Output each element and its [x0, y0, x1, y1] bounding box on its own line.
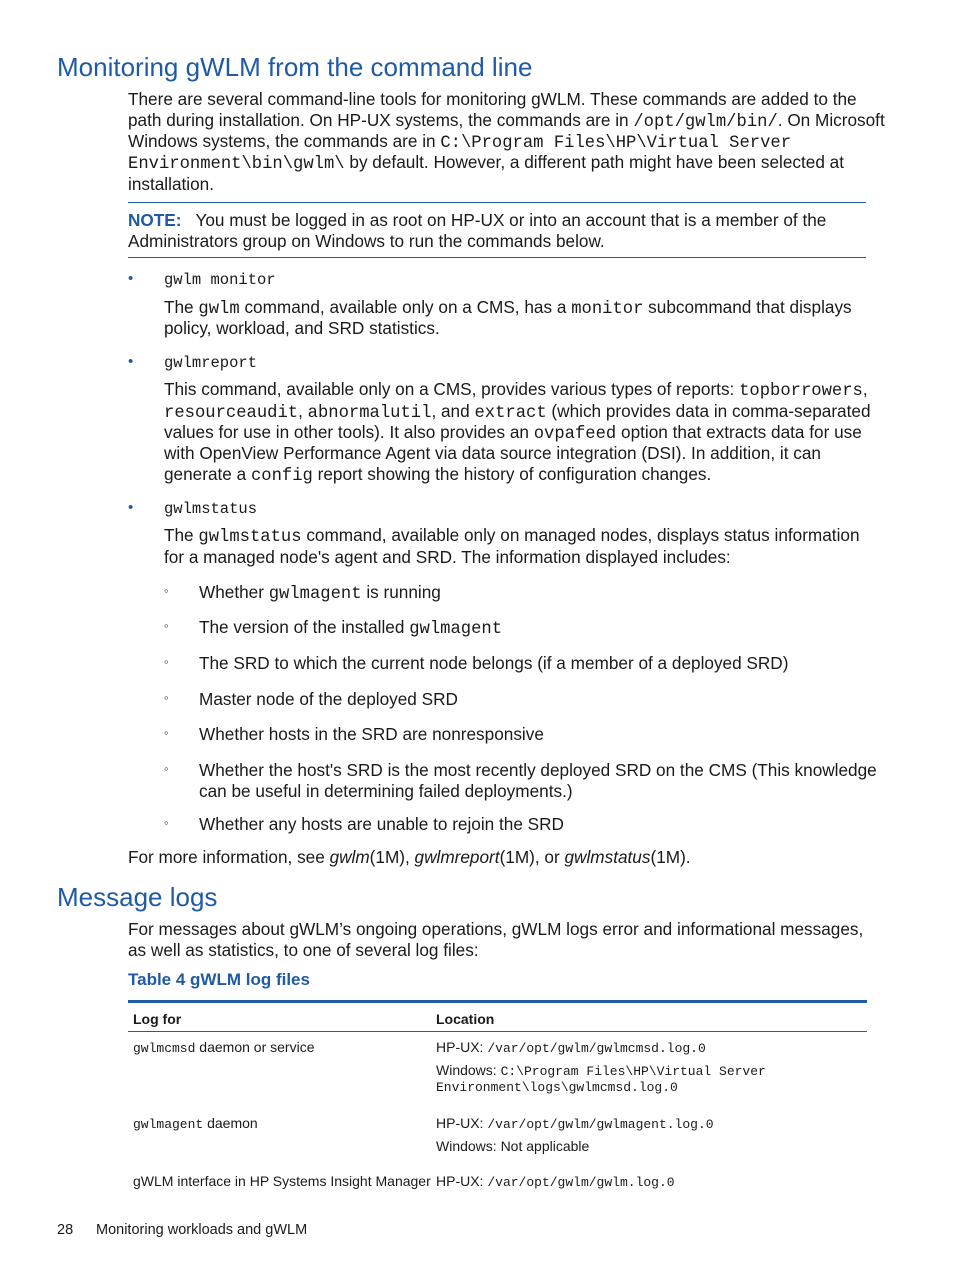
note-line-1: NOTE: You must be logged in as root on HP-UX or into an account that is a member of the — [128, 210, 827, 230]
item-gwlmstatus-desc-2: for a managed node's agent and SRD. The information displayed includes: — [164, 547, 731, 567]
item-gwlm-monitor-code: gwlm monitor — [164, 271, 276, 289]
item-gwlm-monitor-desc-2: policy, workload, and SRD statistics. — [164, 318, 440, 338]
item-gwlm-monitor-desc-1: The gwlm command, available only on a CMS, has a monitor subcommand that displays — [164, 297, 852, 319]
item-gwlmstatus-code: gwlmstatus — [164, 500, 258, 518]
table-row-3-log-for: gWLM interface in HP Systems Insight Manager — [133, 1173, 431, 1189]
table-row-1-hpux: HP-UX: /var/opt/gwlm/gwlmcmsd.log.0 — [436, 1039, 706, 1056]
table-row-1-windows: Windows: C:\Program Files\HP\Virtual Server — [436, 1062, 766, 1079]
note-line-2: Administrators group on Windows to run the commands below. — [128, 231, 605, 251]
sub-bullet-icon: ◦ — [164, 761, 169, 776]
table-header-row — [128, 1003, 867, 1032]
bullet-icon: • — [128, 353, 134, 370]
intro-line-2: path during installation. On HP-UX systems, the commands are in /opt/gwlm/bin/. On Microsoft — [128, 110, 885, 132]
table-row-2-hpux: HP-UX: /var/opt/gwlm/gwlmagent.log.0 — [436, 1115, 714, 1132]
item-gwlmreport-desc-3: values for use in other tools). It also provides an ovpafeed option that extracts data for use — [164, 422, 862, 444]
table-row-2-log-for: gwlmagent daemon — [133, 1115, 258, 1132]
status-item-srd-membership: The SRD to which the current node belongs (if a member of a deployed SRD) — [199, 653, 789, 673]
message-logs-intro-1: For messages about gWLM’s ongoing operations, gWLM logs error and informational messages, — [128, 919, 864, 939]
status-item-version: The version of the installed gwlmagent — [199, 617, 503, 639]
intro-line-5: installation. — [128, 174, 214, 194]
sub-bullet-icon: ◦ — [164, 815, 169, 830]
sub-bullet-icon: ◦ — [164, 618, 169, 633]
section-heading-message-logs: Message logs — [57, 882, 218, 912]
note-label: NOTE: — [128, 210, 182, 230]
item-gwlmreport-desc-2: resourceaudit, abnormalutil, and extract (which provides data in comma-separated — [164, 401, 871, 423]
item-gwlmreport-desc-1: This command, available only on a CMS, provides various types of reports: topborrowers, — [164, 379, 868, 401]
page-number: 28 — [57, 1222, 74, 1238]
table-header-log-for: Log for — [133, 1011, 182, 1027]
sub-bullet-icon: ◦ — [164, 583, 169, 598]
intro-line-3: Windows systems, the commands are in C:\Program Files\HP\Virtual Server — [128, 131, 792, 153]
bullet-icon: • — [128, 499, 134, 516]
item-gwlmreport-desc-5: generate a config report showing the history of configuration changes. — [164, 464, 712, 486]
item-gwlmreport-desc-4: with OpenView Performance Agent via data source integration (DSI). In addition, it can — [164, 443, 821, 463]
sub-bullet-icon: ◦ — [164, 725, 169, 740]
status-item-nonresponsive: Whether hosts in the SRD are nonresponsive — [199, 724, 544, 744]
intro-line-1: There are several command-line tools for monitoring gWLM. These commands are added to the — [128, 89, 857, 109]
status-item-running: Whether gwlmagent is running — [199, 582, 441, 604]
table-row-1-windows-cont: Environment\logs\gwlmcmsd.log.0 — [436, 1080, 678, 1095]
bullet-icon: • — [128, 270, 134, 287]
table-row-3-hpux: HP-UX: /var/opt/gwlm/gwlm.log.0 — [436, 1173, 675, 1190]
table-row-1-log-for: gwlmcmsd daemon or service — [133, 1039, 315, 1056]
item-gwlmreport-code: gwlmreport — [164, 354, 258, 372]
message-logs-intro-2: as well as statistics, to one of several log files: — [128, 940, 479, 960]
status-item-recent-srd-1: Whether the host's SRD is the most recently deployed SRD on the CMS (This knowledge — [199, 760, 877, 780]
status-item-recent-srd-2: can be useful in determining failed deployments.) — [199, 781, 573, 801]
status-item-master-node: Master node of the deployed SRD — [199, 689, 458, 709]
table-header-location: Location — [436, 1011, 495, 1027]
intro-line-4: Environment\bin\gwlm\ by default. However, a different path might have been selected at — [128, 152, 845, 174]
section-heading-monitoring: Monitoring gWLM from the command line — [57, 52, 533, 82]
table-caption: Table 4 gWLM log files — [128, 970, 310, 989]
log-files-table — [128, 1000, 867, 1190]
status-item-rejoin: Whether any hosts are unable to rejoin the SRD — [199, 814, 564, 834]
running-title: Monitoring workloads and gWLM — [96, 1222, 308, 1238]
sub-bullet-icon: ◦ — [164, 654, 169, 669]
more-info-line: For more information, see gwlm(1M), gwlmreport(1M), or gwlmstatus(1M). — [128, 847, 691, 867]
table-row-2-windows: Windows: Not applicable — [436, 1138, 590, 1154]
item-gwlmstatus-desc-1: The gwlmstatus command, available only on managed nodes, displays status information — [164, 525, 860, 547]
sub-bullet-icon: ◦ — [164, 690, 169, 705]
